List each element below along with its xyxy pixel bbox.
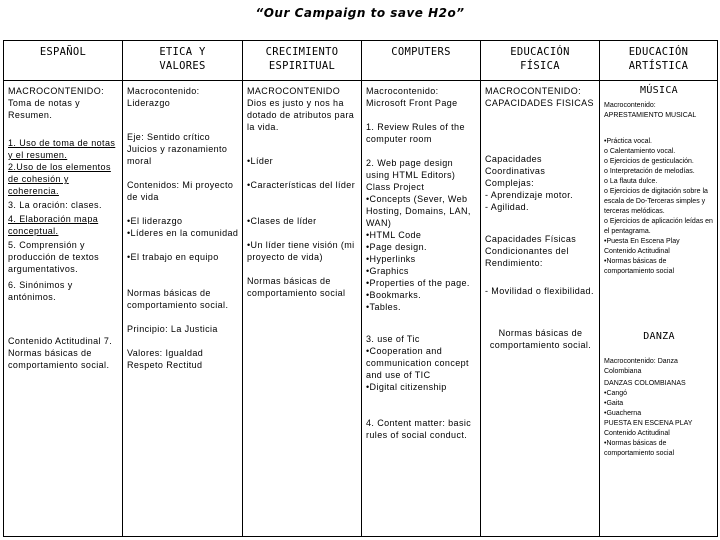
fisica-movilidad: - Movilidad o flexibilidad. xyxy=(485,286,594,296)
list-item: •Digital citizenship xyxy=(366,382,447,392)
espanol-item-4: 4. Elaboración mapa conceptual. xyxy=(8,214,99,236)
fisica-coordinativas: Capacidades Coordinativas Complejas: xyxy=(485,154,546,188)
espanol-actitudinal: Contenido Actitudinal 7. Normas básicas de comportamiento social. xyxy=(8,336,113,370)
list-item: •HTML Code xyxy=(366,230,422,240)
header-row xyxy=(4,41,718,81)
crecimiento-bullet-2: •Características del líder xyxy=(247,180,356,190)
etica-principio: Principio: La Justicia xyxy=(127,324,218,334)
list-item: •Tables. xyxy=(366,302,401,312)
curriculum-table xyxy=(3,40,718,537)
computers-point-3: 3. use of Tic xyxy=(366,334,420,344)
list-item: •Properties of the page. xyxy=(366,278,470,288)
artistica-column xyxy=(600,81,718,537)
etica-normas: Normas básicas de comportamiento social. xyxy=(127,288,229,310)
espanol-column xyxy=(4,81,123,537)
fisica-coordinativas-list xyxy=(485,189,596,213)
list-item: o Ejercicios de digitación sobre la escala de Do-Terceras simples y terceras melódicas. xyxy=(604,188,708,215)
musica-list xyxy=(604,137,714,277)
list-item: •Hyperlinks xyxy=(366,254,416,264)
page-title: “Our Campaign to save H2o” xyxy=(255,6,465,20)
crecimiento-bullet-4: •Un líder tiene visión (mi proyecto de vida) xyxy=(247,240,355,262)
computers-point-2-list xyxy=(366,193,477,313)
crecimiento-bullet-1: •Líder xyxy=(247,156,274,166)
list-item: •Práctica vocal. xyxy=(604,138,652,145)
list-item: o Interpretación de melodías. xyxy=(604,168,695,175)
computers-point-2: 2. Web page design using HTML Editors) Class Project xyxy=(366,158,456,192)
header-computers: COMPUTERS xyxy=(362,41,481,81)
espanol-item-2: 2.Uso de los elementos de cohesión y coherencia. xyxy=(8,162,111,196)
crecimiento-bullet-3: •Clases de líder xyxy=(247,216,317,226)
danza-list xyxy=(604,379,714,459)
espanol-macro: MACROCONTENIDO: Toma de notas y Resumen. xyxy=(8,86,104,120)
espanol-item-3: 3. La oración: clases. xyxy=(8,200,102,210)
musica-macro: Macrocontenido: APRESTAMIENTO MUSICAL xyxy=(604,102,697,119)
espanol-item-6: 6. Sinónimos y antónimos. xyxy=(8,280,73,302)
header-educacion-fisica: EDUCACIÓN FÍSICA xyxy=(481,41,600,81)
musica-heading: MÚSICA xyxy=(640,85,678,96)
list-item: •Graphics xyxy=(366,266,409,276)
list-item: •Page design. xyxy=(366,242,427,252)
etica-bullet-1: •El liderazgo xyxy=(127,216,183,226)
etica-contenidos: Contenidos: Mi proyecto de vida xyxy=(127,180,234,202)
list-item: •Cangó xyxy=(604,390,628,397)
list-item: •Bookmarks. xyxy=(366,290,422,300)
fisica-condicionantes: Capacidades Físicas Condicionantes del Rendimiento: xyxy=(485,234,577,268)
fisica-normas: Normas básicas de comportamiento social. xyxy=(489,328,592,350)
list-item: o Calentamiento vocal. xyxy=(604,148,676,155)
list-item: Contenido Actitudinal xyxy=(604,248,670,255)
etica-macro: Macrocontenido: Liderazgo xyxy=(127,86,200,108)
list-item: •Puesta En Escena Play xyxy=(604,238,680,245)
header-educacion-artistica: EDUCACIÓN ARTÍSTICA xyxy=(600,41,718,81)
computers-point-1: 1. Review Rules of the computer room xyxy=(366,122,465,144)
list-item: •Normas básicas de comportamiento social xyxy=(604,258,675,275)
list-item: - Aprendizaje motor. xyxy=(485,190,574,200)
list-item: o La flauta dulce. xyxy=(604,178,658,185)
list-item: - Agilidad. xyxy=(485,202,529,212)
etica-bullet-2: •Líderes en la comunidad xyxy=(127,228,239,238)
etica-bullet-3: •El trabajo en equipo xyxy=(127,252,219,262)
content-row xyxy=(4,81,718,537)
crecimiento-macro: MACROCONTENIDO Dios es justo y nos ha dotado de atributos para la vida. xyxy=(247,86,355,132)
header-crecimiento: CRECIMIENTO ESPIRITUAL xyxy=(243,41,362,81)
fisica-macro: MACROCONTENIDO: CAPACIDADES FISICAS xyxy=(485,86,594,108)
list-item: PUESTA EN ESCENA PLAY xyxy=(604,420,693,427)
list-item: •Guacherna xyxy=(604,410,642,417)
computers-macro: Macrocontenido: Microsoft Front Page xyxy=(366,86,458,108)
danza-macro: Macrocontenido: Danza Colombiana xyxy=(604,358,678,375)
list-item: •Gaita xyxy=(604,400,624,407)
list-item: •Concepts (Sever, Web Hosting, Domains, LAN, WAN) xyxy=(366,194,471,228)
crecimiento-normas: Normas básicas de comportamiento social xyxy=(247,276,346,298)
list-item: DANZAS COLOMBIANAS xyxy=(604,380,686,387)
danza-heading: DANZA xyxy=(643,331,675,342)
espanol-item-1: 1. Uso de toma de notas y el resumen. xyxy=(8,138,116,160)
etica-valores: Valores: Igualdad Respeto Rectitud xyxy=(127,348,204,370)
list-item: o Ejercicios de aplicación leídas en el pentagrama. xyxy=(604,218,713,235)
fisica-column xyxy=(481,81,600,537)
etica-column xyxy=(123,81,243,537)
computers-column xyxy=(362,81,481,537)
list-item: •Normas básicas de comportamiento social xyxy=(604,440,675,457)
computers-point-3-list xyxy=(366,345,477,393)
crecimiento-column xyxy=(243,81,362,537)
computers-point-4: 4. Content matter: basic rules of social conduct. xyxy=(366,418,472,440)
etica-eje: Eje: Sentido crítico Juicios y razonamiento moral xyxy=(127,132,228,166)
header-etica: ETICA Y VALORES xyxy=(123,41,243,81)
espanol-item-5: 5. Comprensión y producción de textos argumentativos. xyxy=(8,240,100,274)
header-espanol: ESPAÑOL xyxy=(4,41,123,81)
list-item: Contenido Actitudinal xyxy=(604,430,670,437)
list-item: •Cooperation and communication concept and use of TIC xyxy=(366,346,469,380)
list-item: o Ejercicios de gesticulación. xyxy=(604,158,694,165)
